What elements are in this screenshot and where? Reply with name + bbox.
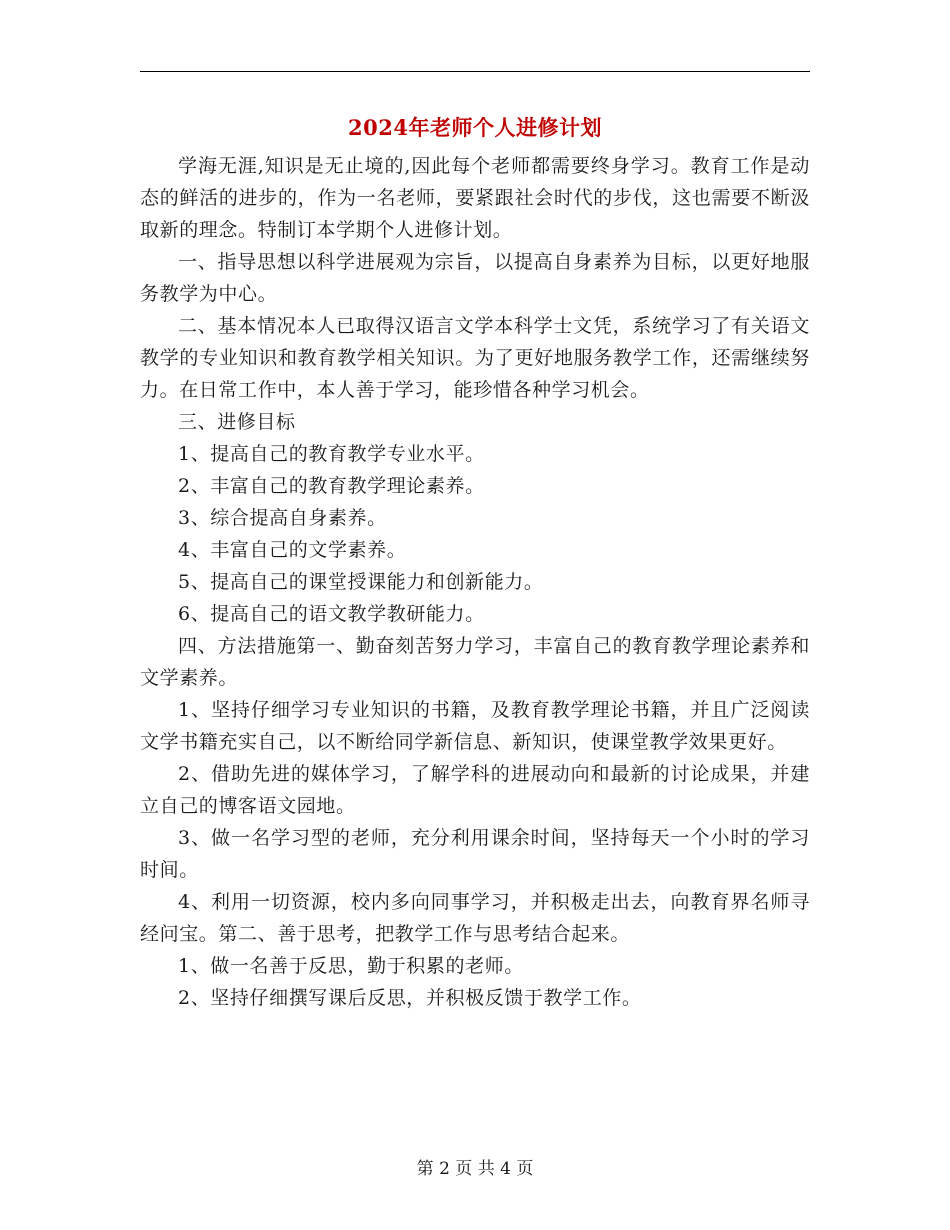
document-title: 2024年老师个人进修计划 <box>348 115 602 140</box>
paragraph: 学海无涯,知识是无止境的,因此每个老师都需要终身学习。教育工作是动态的鲜活的进步的，作为一名老师，要紧跟社会时代的步伐，这也需要不断汲取新的理念。特制订本学期个人进修计划。 <box>140 155 810 241</box>
list-item: 4、利用一切资源，校内多向同事学习，并积极走出去，向教育界名师寻经问宝。第二、善于思考，把教学工作与思考结合起来。 <box>140 891 810 945</box>
list-item: 1、坚持仔细学习专业知识的书籍，及教育教学理论书籍，并且广泛阅读文学书籍充实自己，以不断给同学新信息、新知识，使课堂教学效果更好。 <box>140 699 810 753</box>
list-item: 1、做一名善于反思，勤于积累的老师。 <box>178 955 524 977</box>
page-footer: 第 2 页 共 4 页 <box>416 1159 534 1179</box>
header-rule <box>140 71 810 72</box>
list-item: 4、丰富自己的文学素养。 <box>178 539 407 561</box>
paragraph: 二、基本情况本人已取得汉语言文学本科学士文凭，系统学习了有关语文教学的专业知识和教育教学相关知识。为了更好地服务教学工作，还需继续努力。在日常工作中，本人善于学习，能珍惜各种学习机会。 <box>140 315 810 401</box>
list-item: 3、综合提高自身素养。 <box>178 507 387 529</box>
list-item: 2、坚持仔细撰写课后反思，并积极反馈于教学工作。 <box>178 987 642 1009</box>
list-item: 6、提高自己的语文教学教研能力。 <box>178 603 485 625</box>
list-item: 5、提高自己的课堂授课能力和创新能力。 <box>178 571 544 593</box>
list-item: 1、提高自己的教育教学专业水平。 <box>178 443 485 465</box>
list-item: 2、借助先进的媒体学习，了解学科的进展动向和最新的讨论成果，并建立自己的博客语文园地。 <box>140 763 810 817</box>
list-item: 2、丰富自己的教育教学理论素养。 <box>178 475 485 497</box>
list-item: 3、做一名学习型的老师，充分利用课余时间，坚持每天一个小时的学习时间。 <box>140 827 810 881</box>
section-heading: 三、进修目标 <box>178 411 296 433</box>
paragraph: 一、指导思想以科学进展观为宗旨，以提高自身素养为目标，以更好地服务教学为中心。 <box>140 251 810 305</box>
paragraph: 四、方法措施第一、勤奋刻苦努力学习，丰富自己的教育教学理论素养和文学素养。 <box>140 635 810 689</box>
document-body <box>140 150 810 1014</box>
